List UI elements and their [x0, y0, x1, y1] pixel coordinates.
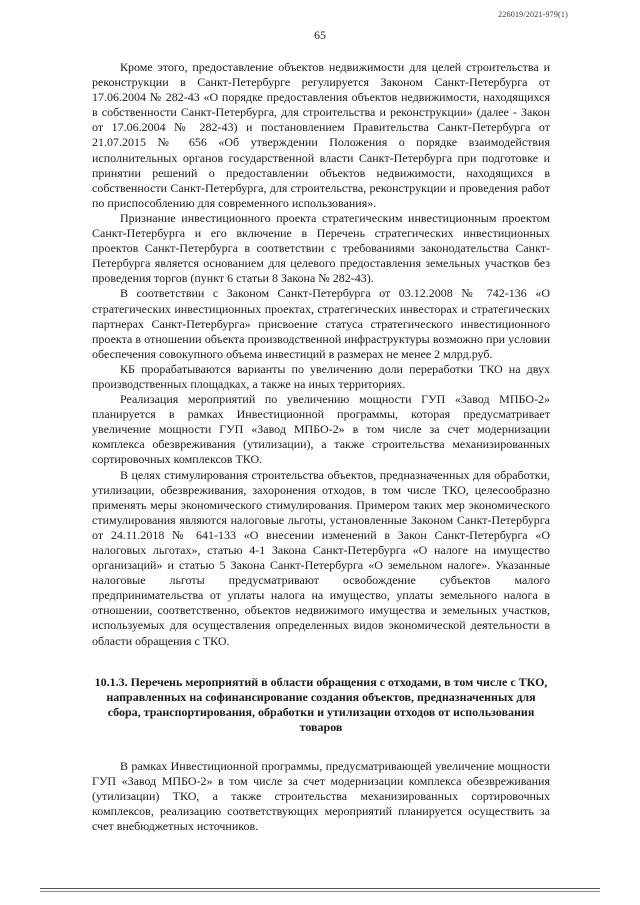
paragraph-financing-sources: В рамках Инвестиционной программы, предусматривающей увеличение мощности ГУП «Завод МПБО-2» в том числе за счет модернизации комплекса обезвреживания (утилизации) ТКО, а также строительства механизированных сортировочных комплексов, реализацию соответствующих мероприятий планируется осуществить за счет внебюджетных источников. [92, 759, 550, 834]
document-body [92, 60, 550, 835]
footer-divider-secondary [40, 891, 600, 892]
paragraph-strategic-investors-law: В соответствии с Законом Санкт-Петербурга от 03.12.2008 № 742-136 «О стратегических инвестиционных проектах, стратегических инвесторах и стратегических партнерах Санкт-Петербурга» присвоение статуса стратегического инвестиционного проекта в отношении объекта производственной инфраструктуры возможно при условии обеспечения совокупного объема инвестиций в размерах не менее 2 млрд.руб. [92, 286, 550, 361]
document-code: 226019/2021-979(1) [498, 10, 568, 19]
footer-divider [40, 888, 600, 889]
paragraph-mpbo2-capacity: Реализация мероприятий по увеличению мощности ГУП «Завод МПБО-2» планируется в рамках Инвестиционной программы, которая предусматривает увеличение мощности ГУП «Завод МПБО-2» в том числе за счет модернизации комплекса обезвреживания (утилизации), а также строительства механизированных сортировочных комплексов ТКО. [92, 392, 550, 467]
paragraph-tax-incentives: В целях стимулирования строительства объектов, предназначенных для обработки, утилизации, обезвреживания, захоронения отходов, в том числе ТКО, целесообразно применять меры экономического стимулирования. Примером таких мер экономического стимулирования являются налоговые льготы, установленные Законом Санкт-Петербурга от 24.11.2018 № 641-133 «О внесении изменений в Закон Санкт-Петербурга «О налоговых льготах», статью 4-1 Закона Санкт-Петербурга «О налоге на имущество организаций» и статью 5 Закона Санкт-Петербурга «О земельном налоге». Указанные налоговые льготы предусматривают освобождение субъектов малого предпринимательства от уплаты налога на имущество, уплаты земельного налога в отношении, соответственно, объектов недвижимого имущества и земельных участков, используемых для осуществления определенных видов экономической деятельности в области обращения с ТКО. [92, 467, 550, 648]
paragraph-real-estate-law: Кроме этого, предоставление объектов недвижимости для целей строительства и реконструкции в Санкт-Петербурге регулируется Законом Санкт-Петербурга от 17.06.2004 № 282-43 «О порядке предоставления объектов недвижимости, находящихся в собственности Санкт-Петербурга, для строительства и реконструкции» (далее - Закон от 17.06.2004 № 282-43) и постановлением Правительства Санкт-Петербурга от 21.07.2015 № 656 «Об утверждении Положения о порядке взаимодействия исполнительных органов государственной власти Санкт-Петербурга при подготовке и принятии решений о предоставлении объектов недвижимости, находящихся в собственности Санкт-Петербурга, для строительства, реконструкции и проведения работ по приспособлению для современного использования». [92, 60, 550, 210]
paragraph-strategic-project: Признание инвестиционного проекта стратегическим инвестиционным проектом Санкт-Петербурга и его включение в Перечень стратегических инвестиционных проектов Санкт-Петербурга в соответствии с требованиями законодательства Санкт-Петербурга является основанием для целевого предоставления земельных участков без проведения торгов (пункт 6 статьи 8 Закона № 282-43). [92, 210, 550, 286]
page-number: 65 [314, 28, 326, 42]
section-heading: 10.1.3. Перечень мероприятий в области обращения с отходами, в том числе с ТКО, направленных на софинансирование создания объектов, предназначенных для сбора, транспортирования, обработки и утилизации отходов от использования товаров [94, 674, 548, 734]
paragraph-kb-options: КБ прорабатываются варианты по увеличению доли переработки ТКО на двух производственных площадках, а также на иных территориях. [92, 361, 550, 391]
